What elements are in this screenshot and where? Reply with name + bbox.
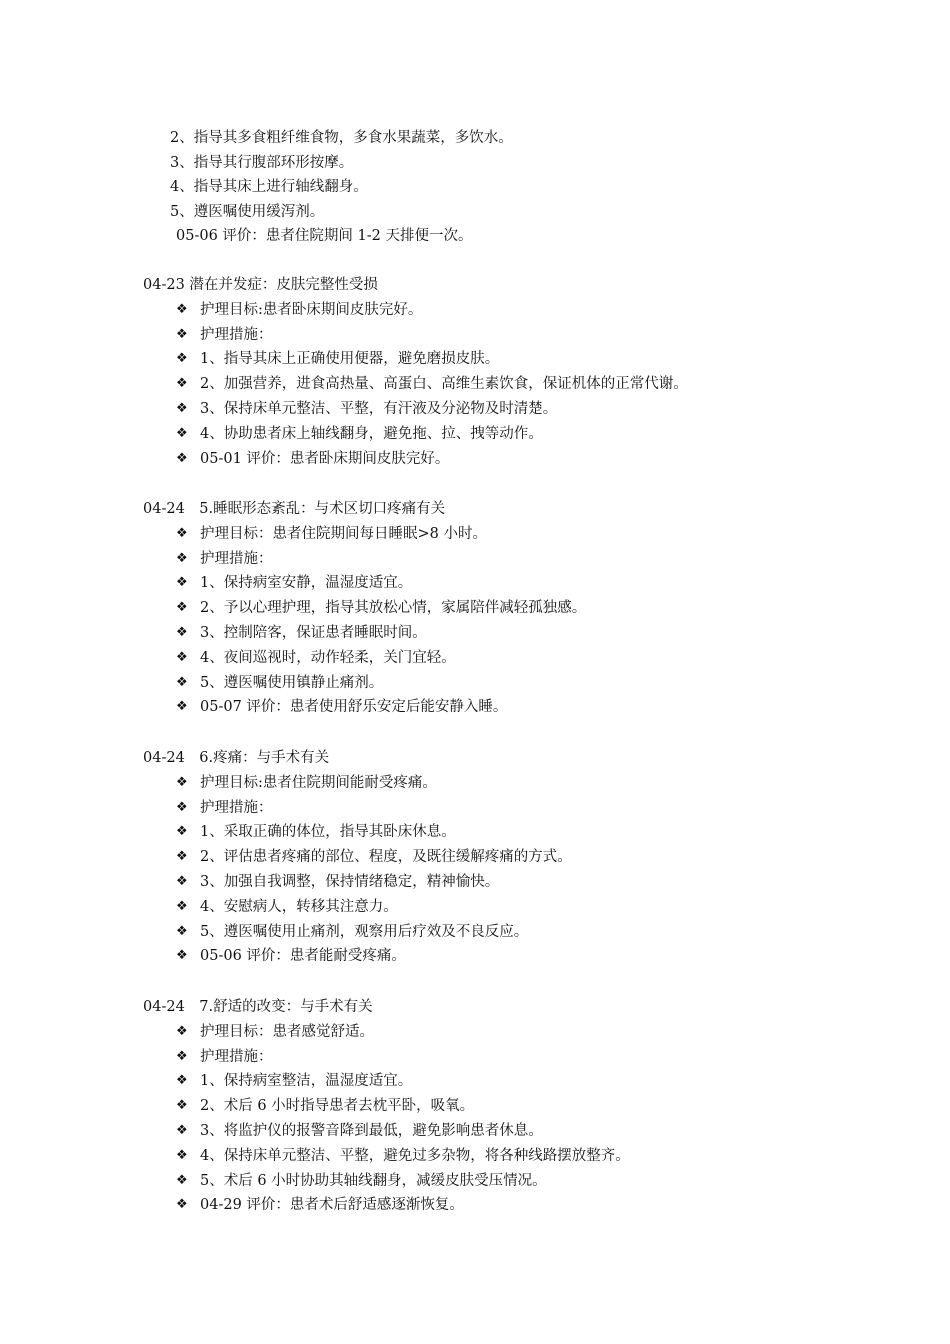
list-item: ❖ 4、夜间巡视时，动作轻柔，关门宜轻。 xyxy=(143,646,586,671)
list-item: ❖ 护理措施： xyxy=(143,796,572,821)
list-item: ❖ 4、安慰病人，转移其注意力。 xyxy=(143,895,572,920)
diamond-bullet-icon: ❖ xyxy=(176,948,188,964)
diamond-bullet-icon: ❖ xyxy=(176,376,188,392)
diamond-bullet-icon: ❖ xyxy=(176,351,188,367)
list-item: ❖ 1、指导其床上正确使用便器，避免磨损皮肤。 xyxy=(143,347,688,372)
diamond-bullet-icon: ❖ xyxy=(176,799,188,815)
diamond-bullet-icon: ❖ xyxy=(176,425,188,441)
nursing-section-sleep xyxy=(143,497,586,720)
list-item: ❖ 3、加强自我调整，保持情绪稳定，精神愉快。 xyxy=(143,870,572,895)
list-item: ❖ 3、控制陪客，保证患者睡眠时间。 xyxy=(143,621,586,646)
diamond-bullet-icon: ❖ xyxy=(176,1073,188,1089)
section-heading: 04-23 潜在并发症：皮肤完整性受损 xyxy=(143,277,378,293)
diamond-bullet-icon: ❖ xyxy=(176,326,188,342)
list-item: ❖ 3、将监护仪的报警音降到最低，避免影响患者休息。 xyxy=(143,1119,630,1144)
diamond-bullet-icon: ❖ xyxy=(176,600,188,616)
diamond-bullet-icon: ❖ xyxy=(176,699,188,715)
diamond-bullet-icon: ❖ xyxy=(176,923,188,939)
list-item: ❖ 5、遵医嘱使用止痛剂，观察用后疗效及不良反应。 xyxy=(143,920,572,945)
list-item: ❖ 护理目标:患者卧床期间皮肤完好。 xyxy=(143,298,688,323)
intro-line: 5、遵医嘱使用缓泻剂。 xyxy=(170,203,325,220)
list-item: ❖ 护理目标：患者感觉舒适。 xyxy=(143,1020,630,1045)
section-heading: 04-24 7.舒适的改变：与手术有关 xyxy=(143,999,373,1015)
list-item: ❖ 05-07 评价：患者使用舒乐安定后能安静入睡。 xyxy=(143,695,586,720)
list-item: ❖ 3、保持床单元整洁、平整，有汗液及分泌物及时清楚。 xyxy=(143,397,688,422)
diamond-bullet-icon: ❖ xyxy=(176,525,188,541)
diamond-bullet-icon: ❖ xyxy=(176,624,188,640)
list-item: ❖ 1、保持病室整洁，温湿度适宜。 xyxy=(143,1069,630,1094)
diamond-bullet-icon: ❖ xyxy=(176,301,188,317)
diamond-bullet-icon: ❖ xyxy=(176,849,188,865)
diamond-bullet-icon: ❖ xyxy=(176,1147,188,1163)
list-item: ❖ 1、保持病室安静，温湿度适宜。 xyxy=(143,571,586,596)
diamond-bullet-icon: ❖ xyxy=(176,774,188,790)
diamond-bullet-icon: ❖ xyxy=(176,1048,188,1064)
list-item: ❖ 1、采取正确的体位，指导其卧床休息。 xyxy=(143,820,572,845)
list-item: ❖ 2、术后 6 小时指导患者去枕平卧，吸氧。 xyxy=(143,1094,630,1119)
diamond-bullet-icon: ❖ xyxy=(176,550,188,566)
list-item: ❖ 5、遵医嘱使用镇静止痛剂。 xyxy=(143,671,586,696)
nursing-section-skin xyxy=(143,273,688,471)
list-item: ❖ 05-06 评价：患者能耐受疼痛。 xyxy=(143,944,572,969)
list-item: ❖ 4、保持床单元整洁、平整，避免过多杂物，将各种线路摆放整齐。 xyxy=(143,1144,630,1169)
diamond-bullet-icon: ❖ xyxy=(176,575,188,591)
intro-line: 2、指导其多食粗纤维食物，多食水果蔬菜，多饮水。 xyxy=(170,130,513,146)
diamond-bullet-icon: ❖ xyxy=(176,898,188,914)
nursing-section-comfort xyxy=(143,995,630,1218)
diamond-bullet-icon: ❖ xyxy=(176,1098,188,1114)
intro-evaluation: 05-06 评价：患者住院期间 1-2 天排便一次。 xyxy=(176,228,473,245)
list-item: ❖ 05-01 评价：患者卧床期间皮肤完好。 xyxy=(143,447,688,472)
list-item: ❖ 护理措施： xyxy=(143,1045,630,1070)
nursing-section-pain xyxy=(143,746,572,969)
list-item: ❖ 护理措施： xyxy=(143,547,586,572)
diamond-bullet-icon: ❖ xyxy=(176,649,188,665)
diamond-bullet-icon: ❖ xyxy=(176,1023,188,1039)
list-item: ❖ 04-29 评价：患者术后舒适感逐渐恢复。 xyxy=(143,1193,630,1218)
list-item: ❖ 2、予以心理护理，指导其放松心情，家属陪伴减轻孤独感。 xyxy=(143,596,586,621)
section-heading: 04-24 6.疼痛：与手术有关 xyxy=(143,750,330,766)
diamond-bullet-icon: ❖ xyxy=(176,873,188,889)
intro-block xyxy=(170,126,513,249)
diamond-bullet-icon: ❖ xyxy=(176,1197,188,1213)
list-item: ❖ 4、协助患者床上轴线翻身，避免拖、拉、拽等动作。 xyxy=(143,422,688,447)
diamond-bullet-icon: ❖ xyxy=(176,824,188,840)
diamond-bullet-icon: ❖ xyxy=(176,1172,188,1188)
list-item: ❖ 2、加强营养，进食高热量、高蛋白、高维生素饮食，保证机体的正常代谢。 xyxy=(143,372,688,397)
list-item: ❖ 护理目标：患者住院期间每日睡眠>8 小时。 xyxy=(143,522,586,547)
list-item: ❖ 2、评估患者疼痛的部位、程度，及既往缓解疼痛的方式。 xyxy=(143,845,572,870)
diamond-bullet-icon: ❖ xyxy=(176,400,188,416)
diamond-bullet-icon: ❖ xyxy=(176,1122,188,1138)
intro-line: 4、指导其床上进行轴线翻身。 xyxy=(170,179,368,196)
list-item: ❖ 护理措施： xyxy=(143,323,688,348)
diamond-bullet-icon: ❖ xyxy=(176,450,188,466)
list-item: ❖ 护理目标:患者住院期间能耐受疼痛。 xyxy=(143,771,572,796)
list-item: ❖ 5、术后 6 小时协助其轴线翻身，减缓皮肤受压情况。 xyxy=(143,1169,630,1194)
intro-line: 3、指导其行腹部环形按摩。 xyxy=(170,154,354,171)
diamond-bullet-icon: ❖ xyxy=(176,674,188,690)
section-heading: 04-24 5.睡眠形态紊乱：与术区切口疼痛有关 xyxy=(143,501,446,517)
